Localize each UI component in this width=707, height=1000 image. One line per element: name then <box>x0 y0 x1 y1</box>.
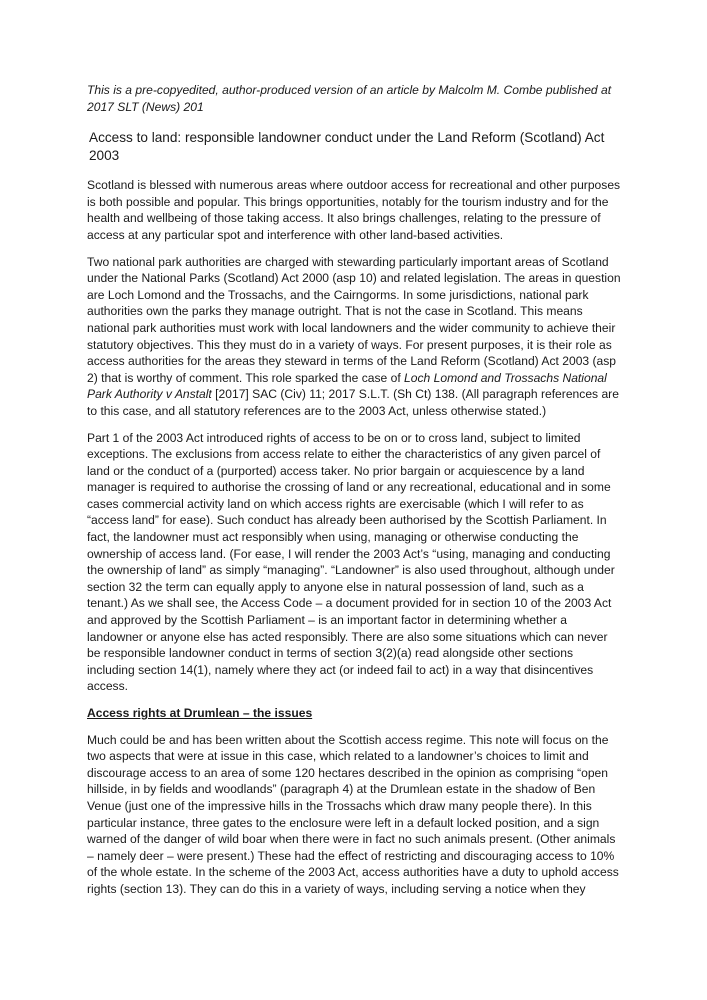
paragraph-part-1: Part 1 of the 2003 Act introduced rights of access to be on or to cross land, subject to limited exceptions. The exclusions from access relate to either the characteristics of any given parcel of land or the conduct of a (purported) access taker. No prior bargain or acquiescence by a land manager is required to authorise the crossing of land or any recreational, educational and in some cases commercial activity land on which access rights are exercisable (which I will refer to as “access land” for ease). Such conduct has already been authorised by the Scottish Parliament. In fact, the landowner must act responsibly when using, managing or otherwise conducting the ownership of access land. (For ease, I will render the 2003 Act’s “using, managing and conducting the ownership of land” as simply “managing”. “Landowner” is also used throughout, although under section 32 the term can equally apply to anyone else in natural possession of land, such as a tenant.) As we shall see, the Access Code – a document provided for in section 10 of the 2003 Act and approved by the Scottish Parliament – is an important factor in determining whether a landowner or anyone else has acted responsibly. There are also some situations which can never be responsible landowner conduct in terms of section 3(2)(a) read alongside other sections including section 14(1), namely where they act (or indeed fail to act) in a way that disincentives access. <box>87 430 615 694</box>
article-title: Access to land: responsible landowner conduct under the Land Reform (Scotland) Act 2003 <box>89 130 605 164</box>
paragraph-national-parks-start: Two national park authorities are charged with stewarding particularly important areas of Scotland under the National Parks (Scotland) Act 2000 (asp 10) and related legislation. The areas in question are Loch Lomond and the Trossachs, and the Cairngorms. In some jurisdictions, national park authorities own the parks they manage outright. That is not the case in Scotland. This means national park authorities must work with local landowners and the wider community to achieve their statutory objectives. This they must do in a variety of ways. For present purposes, it is their role as access authorities for the areas they steward in terms of the Land Reform (Scotland) Act 2003 (asp 2) that is worthy of comment. This role sparked the case of <box>87 254 621 385</box>
case-name: Loch Lomond and Trossachs National Park Authority v Anstalt <box>87 370 607 402</box>
document-page <box>87 82 623 908</box>
paragraph-national-parks-end: [2017] SAC (Civ) 11; 2017 S.L.T. (Sh Ct) 138. (All paragraph references are to this case, and all statutory references are to the 2003 Act, unless otherwise stated.) <box>87 387 619 418</box>
paragraph-national-parks <box>87 254 623 420</box>
paragraph-drumlean: Much could be and has been written about the Scottish access regime. This note will focus on the two aspects that were at issue in this case, which related to a landowner’s choices to limit and discourage access to an area of some 120 hectares described in the opinion as comprising “open hillside, in by fields and woodlands” (paragraph 4) at the Drumlean estate in the shadow of Ben Venue (just one of the impressive hills in the Trossachs which draw many people there). In this particular instance, three gates to the enclosure were left in a default locked position, and a sign warned of the danger of wild boar when there were in fact no such animals present. (Other animals – namely deer – were present.) These had the effect of restricting and discouraging access to 10% of the whole estate. In the scheme of the 2003 Act, access authorities have a duty to uphold access rights (section 13). They can do this in a variety of ways, including serving a notice when they <box>87 732 619 896</box>
publication-note: This is a pre-copyedited, author-produced version of an article by Malcolm M. Combe published at 2017 SLT (News) 201 <box>87 83 612 114</box>
section-heading: Access rights at Drumlean – the issues <box>87 706 313 720</box>
paragraph-intro: Scotland is blessed with numerous areas where outdoor access for recreational and other purposes is both possible and popular. This brings opportunities, notably for the tourism industry and for the health and wellbeing of those taking access. It also brings challenges, relating to the pressure of access at any particular spot and interference with other land-based activities. <box>87 178 621 242</box>
